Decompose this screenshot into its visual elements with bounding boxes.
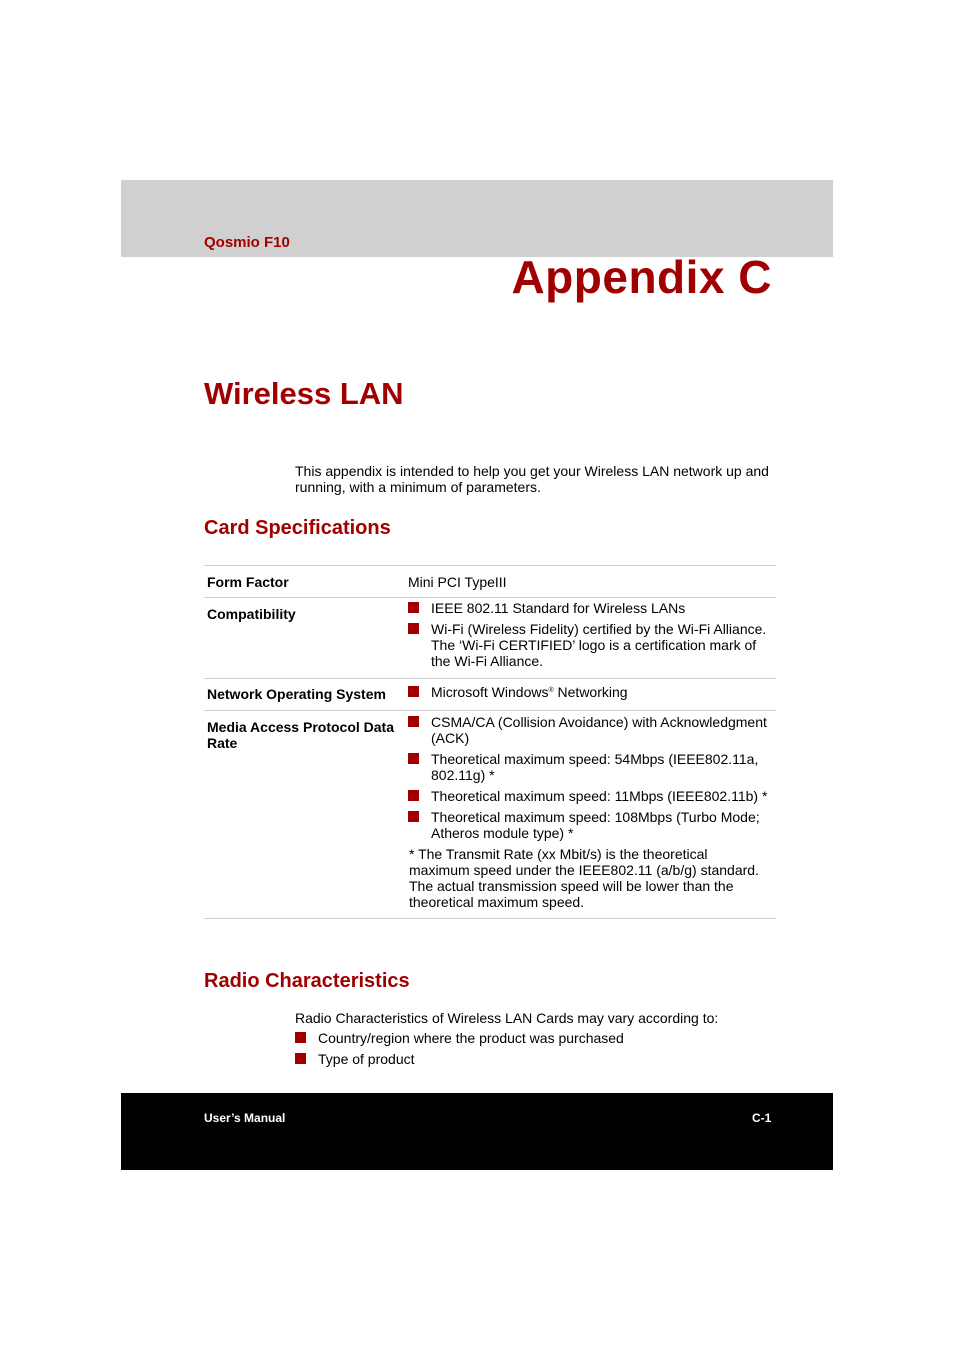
- spec-label: Form Factor: [207, 574, 289, 590]
- chapter-title: Wireless LAN: [204, 376, 404, 411]
- spec-value: [408, 600, 776, 669]
- spec-value: [408, 714, 776, 910]
- radio-intro: Radio Characteristics of Wireless LAN Cards may vary according to:: [295, 1010, 719, 1026]
- spec-label: Media Access Protocol Data Rate: [207, 719, 394, 751]
- bullet-square-icon: [408, 753, 419, 764]
- list-item-text: Type of product: [318, 1051, 415, 1067]
- list-item-text: Theoretical maximum speed: 11Mbps (IEEE802.11b) *: [431, 788, 768, 804]
- transmit-rate-note: * The Transmit Rate (xx Mbit/s) is the theoretical maximum speed under the IEEE802.11 (a/b/g) standard. The actual transmission speed will be lower than the theoretical maximum speed.: [409, 846, 759, 910]
- spec-table: [204, 565, 776, 919]
- list-item-text: Microsoft Windows® Networking: [431, 684, 628, 700]
- list-item: [295, 1030, 624, 1046]
- spec-label: Network Operating System: [207, 686, 386, 702]
- spec-row-media-access: [204, 711, 776, 919]
- list-item-text: CSMA/CA (Collision Avoidance) with Acknowledgment (ACK): [431, 714, 767, 746]
- intro-paragraph: This appendix is intended to help you get your Wireless LAN network up and running, with a minimum of parameters.: [295, 463, 769, 495]
- radio-characteristics-heading: Radio Characteristics: [204, 970, 410, 992]
- footer-band: [121, 1093, 833, 1170]
- footer-manual-title: User’s Manual: [204, 1111, 286, 1125]
- spec-label: Compatibility: [207, 606, 296, 622]
- list-item-text: IEEE 802.11 Standard for Wireless LANs: [431, 600, 686, 616]
- list-item: [408, 621, 772, 669]
- page-number: C-1: [752, 1111, 772, 1125]
- list-item-text: Theoretical maximum speed: 108Mbps (Turbo Mode; Atheros module type) *: [431, 809, 760, 841]
- list-item: [295, 1051, 624, 1067]
- list-item: [408, 684, 772, 700]
- product-name: Qosmio F10: [204, 234, 290, 251]
- spec-value: [408, 684, 776, 702]
- spec-value: Mini PCI TypeIII: [408, 574, 507, 590]
- bullet-square-icon: [295, 1053, 306, 1064]
- list-item-text: Wi-Fi (Wireless Fidelity) certified by the Wi-Fi Alliance. The ‘Wi-Fi CERTIFIED’ logo is a certification mark of the Wi-Fi Alliance.: [431, 621, 767, 669]
- bullet-square-icon: [295, 1032, 306, 1043]
- bullet-square-icon: [408, 811, 419, 822]
- bullet-square-icon: [408, 623, 419, 634]
- list-item-text: Country/region where the product was purchased: [318, 1030, 624, 1046]
- spec-row-compatibility: [204, 598, 776, 679]
- bullet-square-icon: [408, 790, 419, 801]
- bullet-square-icon: [408, 602, 419, 613]
- bullet-square-icon: [408, 716, 419, 727]
- list-item: [408, 809, 772, 841]
- list-item: [408, 714, 772, 746]
- spec-row-network-operating-system: [204, 679, 776, 711]
- list-item: [408, 751, 772, 783]
- list-item: [408, 788, 772, 804]
- radio-list: [295, 1030, 624, 1072]
- list-item-text: Theoretical maximum speed: 54Mbps (IEEE802.11a, 802.11g) *: [431, 751, 759, 783]
- spec-row-form-factor: [204, 566, 776, 598]
- card-specifications-heading: Card Specifications: [204, 517, 391, 539]
- appendix-title: Appendix C: [511, 251, 772, 303]
- bullet-square-icon: [408, 686, 419, 697]
- list-item: [408, 600, 772, 616]
